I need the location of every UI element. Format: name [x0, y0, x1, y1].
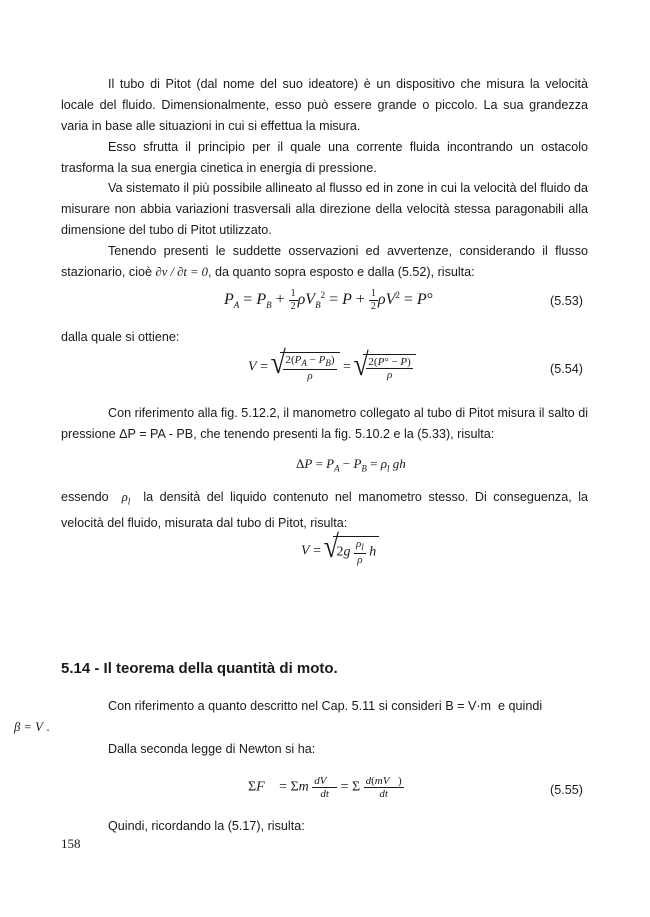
equation-delta-p: $\Delta P = P_A - P_B = \rho_l$ gh [296, 456, 406, 474]
equation-number-5-54: (5.54) [550, 362, 583, 376]
pressure-jump-math: ΔP = PA - PB [119, 427, 194, 441]
paragraph-manometer-text-end: , che tenendo presenti la fig. 5.10.2 e la (5.33), risulta: [193, 427, 495, 441]
beta-math: β = V [14, 720, 43, 734]
paragraph-manometer-text: Con riferimento alla fig. 5.12.2, il manometro collegato al tubo di Pitot misura il salto di pressione [61, 406, 588, 441]
paragraph-stationary [61, 241, 588, 283]
equation-5-53: $P_A = P_B$ + $\frac{1}{2}$ $\rho V_B^2 = P$ + $\frac{1}{2}$ $\rho V^2 = P^\circ$ [224, 288, 434, 312]
equation-number-5-53: (5.53) [550, 294, 583, 308]
paragraph-momentum-text: Con riferimento a quanto descritto nel Cap. 5.11 si consideri [108, 699, 442, 713]
equation-5-55: ΣF⃗ = Σm $\frac{dV⃗}{dt}$ = Σ $\frac{d(mV⃗)}{dt}$ [248, 775, 402, 800]
paragraph-momentum: Con riferimento a quanto descritto nel Cap. 5.11 si consideri B = V·m e quindi β = V . [14, 699, 543, 734]
paragraph-conclusion: Quindi, ricordando la (5.17), risulta: [108, 819, 305, 833]
paragraph-stationary-text: Tenendo presenti le suddette osservazioni ed avvertenze, considerando il flusso stazionario, cioè [61, 244, 588, 279]
paragraph-density-text: essendo [61, 490, 109, 504]
equation-pitot-velocity: V = √ 2g $\frac{\rho_l}{\rho}$ h [301, 536, 379, 566]
paragraph-principle: Esso sfrutta il principio per il quale una corrente fluida incontrando un ostacolo trasforma la sua energia cinetica in energia di pressione. [61, 140, 588, 175]
momentum-b-math: B = V·m [445, 699, 492, 713]
page-number: 158 [61, 836, 81, 851]
paragraph-momentum-text-end: e quindi [498, 699, 543, 713]
paragraph-stationary-text-end: , da quanto sopra esposto e dalla (5.52), risulta: [207, 265, 475, 279]
equation-5-54: V = √ $\frac{2(P_A - P_B)}{\rho}$ = √ $\frac{2(P^\circ - P)}{\rho}$ [248, 352, 416, 382]
liquid-density-symbol: $\rho_l$ [121, 490, 131, 507]
section-heading: 5.14 - Il teorema della quantità di moto. [61, 660, 338, 677]
paragraph-manometer [61, 403, 588, 445]
paragraph-derivation: dalla quale si ottiene: [61, 330, 180, 344]
equation-number-5-55: (5.55) [550, 783, 583, 797]
paragraph-density-text-end: la densità del liquido contenuto nel manometro stesso. Di conseguenza, la velocità del fluido, misurata dal tubo di Pitot, risulta: [61, 490, 589, 530]
paragraph-density [61, 487, 588, 534]
paragraph-placement: Va sistemato il più possibile allineato al flusso ed in zone in cui la velocità del fluido da misurare non abbia variazioni trasversali alla direzione della velocità stessa paragonabili alla dimensione del tubo di Pitot utilizzato. [61, 181, 588, 237]
paragraph-newton: Dalla seconda legge di Newton si ha: [108, 742, 316, 756]
stationary-condition-math: ∂v / ∂t = 0 [155, 265, 208, 279]
paragraph-intro: Il tubo di Pitot (dal nome del suo ideatore) è un dispositivo che misura la velocità locale del fluido. Dimensionalmente, esso può essere grande o piccolo. La sua grandezza varia in base alle situazioni in cui si effettua la misura. [61, 77, 588, 133]
